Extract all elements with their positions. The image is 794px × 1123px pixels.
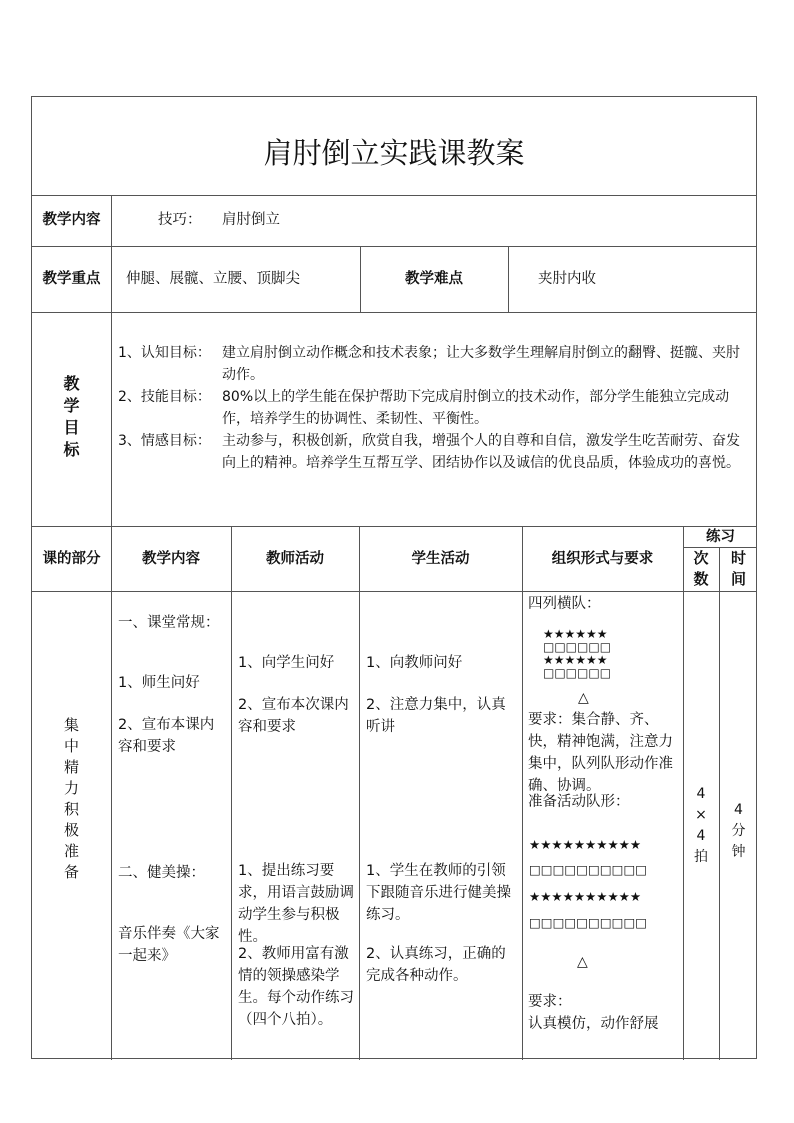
header-teacher: 教师活动 xyxy=(266,551,324,567)
col-divider xyxy=(231,526,232,1060)
row-divider xyxy=(32,312,756,313)
music-accompaniment: 音乐伴奏《大家一起来》 xyxy=(118,926,220,964)
teacher-position-triangle: △ xyxy=(578,690,589,706)
goal-skill: 2、技能目标： 80%以上的学生能在保护帮助下完成肩肘倒立的技术动作，部分学生能独立完成动作，培养学生的协调性、柔韧性、平衡性。 xyxy=(118,389,730,427)
warmup-row-students: □□□□□□□□□□ xyxy=(529,915,648,930)
warmup-row-students: □□□□□□□□□□ xyxy=(529,862,648,877)
routine-title: 一、课堂常规： xyxy=(118,615,220,631)
row-divider xyxy=(32,591,756,592)
goals-label: 教 学 目 标 xyxy=(63,374,80,459)
student-follow: 1、学生在教师的引领下跟随音乐进行健美操练习。 xyxy=(366,863,511,923)
header-time: 时 间 xyxy=(730,549,746,588)
key-value: 伸腿、展髋、立腰、顶脚尖 xyxy=(126,271,300,287)
row-divider xyxy=(32,246,756,247)
practice-duration: 4 分 钟 xyxy=(731,802,746,860)
routine-item-greet: 1、师生问好 xyxy=(118,675,200,691)
formation-requirements: 要求：集合静、齐、快，精神饱满，注意力集中，队列队形动作准确、协调。 xyxy=(528,712,673,794)
col-divider xyxy=(508,246,509,312)
row-divider xyxy=(32,526,756,527)
header-times: 次 数 xyxy=(693,549,709,588)
lesson-plan-table xyxy=(31,96,757,1059)
teacher-position-triangle: △ xyxy=(577,954,588,970)
formation-row-students: □□□□□□ xyxy=(543,640,612,654)
practice-count: 4 × 4 拍 xyxy=(694,786,708,865)
warmup-req-label: 要求： xyxy=(528,994,572,1010)
warmup-formation: 准备活动队形： xyxy=(528,794,630,810)
aerobics-title: 二、健美操： xyxy=(118,865,205,881)
page-title: 肩肘倒立实践课教案 xyxy=(263,136,525,170)
header-content: 教学内容 xyxy=(142,551,200,567)
formation-row-students: ★★★★★★ xyxy=(543,627,608,641)
difficulty-value: 夹肘内收 xyxy=(538,271,596,287)
header-practice: 练习 xyxy=(706,529,735,545)
header-org: 组织形式与要求 xyxy=(551,551,654,567)
formation-row-students: □□□□□□ xyxy=(543,666,612,680)
teacher-greet: 1、向学生问好 xyxy=(238,655,335,671)
section-part: 集 中 精 力 积 极 准 备 xyxy=(63,716,79,881)
student-greet: 1、向教师问好 xyxy=(366,655,463,671)
formation-four-rows: 四列横队： xyxy=(528,596,601,612)
teacher-announce: 2、宣布本次课内容和要求 xyxy=(238,697,349,735)
formation-row-students: ★★★★★★ xyxy=(543,653,608,667)
content-category: 技巧： xyxy=(158,212,202,228)
col-divider xyxy=(111,195,112,1060)
goal-affective: 3、情感目标： 主动参与，积极创新，欣赏自我，增强个人的自尊和自信，激发学生吃苦耐劳、奋发向上的精神。培养学生互帮互学、团结协作以及诚信的优良品质，体验成功的喜悦。 xyxy=(118,433,740,471)
student-attention: 2、注意力集中，认真听讲 xyxy=(366,697,506,735)
col-divider xyxy=(522,526,523,1060)
goal-cognitive: 1、认知目标： 建立肩肘倒立动作概念和技术表象；让大多数学生理解肩肘倒立的翻臀、挺髋、夹肘动作。 xyxy=(118,345,740,383)
student-practice: 2、认真练习，正确的完成各种动作。 xyxy=(366,946,506,984)
row-divider xyxy=(32,195,756,196)
teacher-requirements: 1、提出练习要求，用语言鼓励调动学生参与积极性。 xyxy=(238,863,354,945)
content-item: 肩肘倒立 xyxy=(222,212,280,228)
goals-list xyxy=(118,342,746,474)
warmup-row-students: ★★★★★★★★★★ xyxy=(529,837,642,852)
col-divider xyxy=(359,526,360,1060)
warmup-requirements: 认真模仿，动作舒展 xyxy=(528,1016,659,1032)
content-label: 教学内容 xyxy=(42,212,101,228)
header-student: 学生活动 xyxy=(411,551,470,567)
routine-item-announce: 2、宣布本课内容和要求 xyxy=(118,717,215,755)
warmup-row-students: ★★★★★★★★★★ xyxy=(529,889,642,904)
key-label: 教学重点 xyxy=(42,271,101,287)
difficulty-label: 教学难点 xyxy=(405,271,463,287)
teacher-lead: 2、教师用富有激情的领操感染学生。每个动作练习（四个八拍）。 xyxy=(238,946,354,1028)
header-part: 课的部分 xyxy=(42,551,101,567)
